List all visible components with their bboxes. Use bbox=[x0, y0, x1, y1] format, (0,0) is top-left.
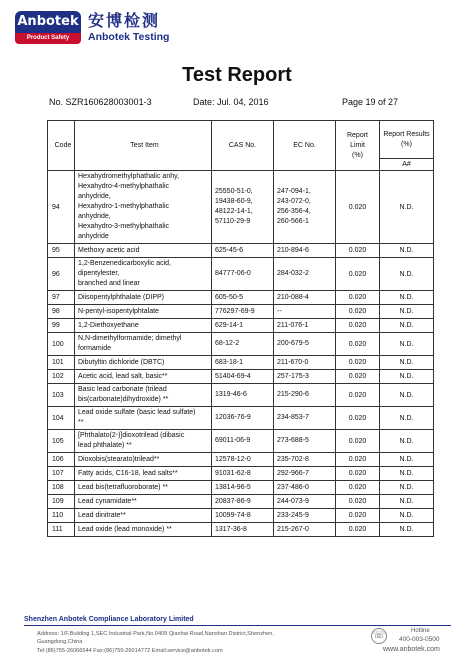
cell-test-item-line: anhydride, bbox=[78, 213, 111, 220]
cell-cas-no-line: 1319-46-6 bbox=[215, 391, 247, 398]
table-row bbox=[48, 171, 434, 244]
cell-cas-no-line: 69011-06-9 bbox=[215, 437, 251, 444]
cell-test-item-line: Diisopentylphthalate (DIPP) bbox=[78, 293, 164, 301]
cell-ec-no-line: 215-267-0 bbox=[277, 525, 309, 533]
cell-test-item-line: Lead bis(tetrafluoroborate) ** bbox=[78, 483, 168, 491]
footer-address-line-2: Guangdong,China bbox=[37, 639, 83, 645]
cell-cas-no bbox=[212, 495, 274, 509]
logo-subtitle: Product Safety bbox=[15, 33, 81, 44]
table-row bbox=[48, 495, 434, 509]
cell-test-item bbox=[75, 453, 212, 467]
cell-cas-no-line: 68-12-2 bbox=[215, 340, 240, 347]
cell-cas-no-line: 57110-29-9 bbox=[215, 218, 251, 225]
cell-test-item bbox=[75, 384, 212, 407]
cell-result: N.D. bbox=[380, 244, 434, 258]
cell-ec-no-line: 200-679-5 bbox=[277, 340, 309, 347]
cell-cas-no-line: 19438-60-9, bbox=[215, 198, 253, 205]
cell-cas-no bbox=[212, 430, 274, 453]
cell-code: 101 bbox=[48, 356, 75, 370]
cell-ec-no bbox=[274, 370, 336, 384]
brand-name-cn: 安博检测 bbox=[88, 11, 161, 30]
cell-ec-no-line: 247-094-1, bbox=[277, 188, 311, 195]
cell-ec-no bbox=[274, 258, 336, 291]
cell-cas-no-line: 13814-96-5 bbox=[215, 483, 251, 491]
cell-cas-no-line: 48122-14-1, bbox=[215, 208, 253, 215]
cell-limit: 0.020 bbox=[336, 453, 380, 467]
table-row bbox=[48, 509, 434, 523]
cell-cas-no bbox=[212, 467, 274, 481]
cell-ec-no-line: 244-073-9 bbox=[277, 497, 309, 505]
cell-test-item-line: [Phthalato(2-)]dioxotrilead (dibasic bbox=[78, 432, 185, 439]
cell-limit: 0.020 bbox=[336, 244, 380, 258]
cell-cas-no-line: 629-14-1 bbox=[215, 321, 244, 329]
cell-test-item bbox=[75, 305, 212, 319]
cell-cas-no-line: 84777-06-0 bbox=[215, 270, 251, 277]
anbotek-logo bbox=[15, 11, 81, 45]
cell-result: N.D. bbox=[380, 430, 434, 453]
header-code: Code bbox=[48, 121, 75, 171]
hotline-label: Hotline bbox=[411, 628, 430, 634]
header-report-limit bbox=[336, 121, 380, 171]
cell-code: 109 bbox=[48, 495, 75, 509]
table-row bbox=[48, 319, 434, 333]
cell-result: N.D. bbox=[380, 305, 434, 319]
cell-cas-no bbox=[212, 333, 274, 356]
cell-test-item bbox=[75, 171, 212, 244]
cell-cas-no bbox=[212, 523, 274, 537]
phone-icon: ☏ bbox=[371, 628, 387, 644]
cell-ec-no-line: 260-566-1 bbox=[277, 218, 309, 225]
header-results-line-1: Report Results bbox=[383, 130, 430, 138]
cell-limit: 0.020 bbox=[336, 356, 380, 370]
cell-result: N.D. bbox=[380, 370, 434, 384]
cell-cas-no bbox=[212, 258, 274, 291]
cell-result: N.D. bbox=[380, 467, 434, 481]
cell-ec-no-line: 256-356-4, bbox=[277, 208, 311, 215]
cell-cas-no bbox=[212, 370, 274, 384]
cell-limit: 0.020 bbox=[336, 523, 380, 537]
cell-ec-no bbox=[274, 430, 336, 453]
cell-test-item-line: ** bbox=[78, 419, 84, 426]
table-row bbox=[48, 467, 434, 481]
table-row bbox=[48, 407, 434, 430]
cell-ec-no-line: -- bbox=[277, 307, 282, 315]
cell-limit: 0.020 bbox=[336, 467, 380, 481]
cell-ec-no bbox=[274, 291, 336, 305]
footer-address-line-1: Address: 1/F,Building 1,SEC Industrial Park,No.0409 Qianhai Road,Nanshan District,Shenzhen, bbox=[37, 631, 274, 637]
cell-code: 106 bbox=[48, 453, 75, 467]
cell-test-item-line: N,N-dimethylformamide; dimethyl bbox=[78, 335, 182, 342]
table-header-row bbox=[48, 121, 434, 159]
cell-test-item bbox=[75, 430, 212, 453]
cell-limit: 0.020 bbox=[336, 258, 380, 291]
cell-code: 100 bbox=[48, 333, 75, 356]
footer-contact-line: Tel:(86)755-26066544 Fax:(86)755-26014772 Email:service@anbotek.com bbox=[37, 648, 223, 654]
cell-ec-no bbox=[274, 171, 336, 244]
cell-ec-no bbox=[274, 305, 336, 319]
table-row bbox=[48, 481, 434, 495]
cell-code: 110 bbox=[48, 509, 75, 523]
table-row bbox=[48, 453, 434, 467]
cell-test-item bbox=[75, 244, 212, 258]
cell-ec-no bbox=[274, 384, 336, 407]
cell-ec-no-line: 210-894-6 bbox=[277, 246, 309, 254]
cell-ec-no bbox=[274, 523, 336, 537]
hotline-block bbox=[371, 626, 441, 656]
cell-test-item bbox=[75, 291, 212, 305]
cell-test-item bbox=[75, 319, 212, 333]
cell-test-item-line: Hexahydromethylphathalic anhy, bbox=[78, 173, 180, 180]
cell-ec-no bbox=[274, 495, 336, 509]
cell-test-item-line: Lead oxide (lead monoxide) ** bbox=[78, 525, 172, 533]
table-row bbox=[48, 430, 434, 453]
cell-cas-no bbox=[212, 291, 274, 305]
brand-name-en: Anbotek Testing bbox=[88, 31, 170, 43]
cell-result: N.D. bbox=[380, 333, 434, 356]
cell-test-item bbox=[75, 467, 212, 481]
cell-test-item-line: Dibutyltin dichloride (DBTC) bbox=[78, 358, 165, 366]
cell-ec-no bbox=[274, 467, 336, 481]
cell-test-item-line: Hexahydro-3-methylphathalic bbox=[78, 223, 170, 230]
table-row bbox=[48, 291, 434, 305]
header-report-results bbox=[380, 121, 434, 159]
table-row bbox=[48, 370, 434, 384]
cell-ec-no-line: 292-966-7 bbox=[277, 469, 309, 477]
cell-limit: 0.020 bbox=[336, 305, 380, 319]
cell-cas-no bbox=[212, 384, 274, 407]
cell-ec-no bbox=[274, 481, 336, 495]
cell-test-item bbox=[75, 407, 212, 430]
cell-test-item-line: Hexahydro-4-methylphathalic bbox=[78, 183, 170, 190]
cell-ec-no-line: 233-245-9 bbox=[277, 511, 309, 519]
cell-test-item-line: lead phthalate) ** bbox=[78, 442, 132, 449]
header-test-item: Test Item bbox=[75, 121, 212, 171]
cell-ec-no bbox=[274, 453, 336, 467]
cell-cas-no-line: 605-50-5 bbox=[215, 293, 244, 301]
cell-cas-no-line: 91031-62-8 bbox=[215, 469, 251, 477]
cell-ec-no bbox=[274, 509, 336, 523]
cell-limit: 0.020 bbox=[336, 384, 380, 407]
cell-test-item-line: dipentylester, bbox=[78, 270, 120, 277]
cell-cas-no-line: 12578-12-0 bbox=[215, 455, 251, 463]
cell-ec-no-line: 234-853-7 bbox=[277, 414, 309, 421]
cell-result: N.D. bbox=[380, 495, 434, 509]
cell-ec-no-line: 215-290-6 bbox=[277, 391, 309, 398]
cell-ec-no-line: 211-076-1 bbox=[277, 321, 309, 329]
cell-test-item-line: Methoxy acetic acid bbox=[78, 246, 140, 254]
table-row bbox=[48, 333, 434, 356]
cell-limit: 0.020 bbox=[336, 171, 380, 244]
cell-code: 94 bbox=[48, 171, 75, 244]
report-date: Date: Jul. 04, 2016 bbox=[193, 97, 269, 107]
cell-result: N.D. bbox=[380, 171, 434, 244]
cell-ec-no bbox=[274, 333, 336, 356]
cell-code: 102 bbox=[48, 370, 75, 384]
cell-ec-no bbox=[274, 244, 336, 258]
cell-test-item-line: Fatty acids, C16-18, lead salts** bbox=[78, 469, 178, 477]
table-row bbox=[48, 523, 434, 537]
cell-cas-no bbox=[212, 319, 274, 333]
cell-test-item-line: Acetic acid, lead salt, basic** bbox=[78, 372, 168, 380]
cell-result: N.D. bbox=[380, 509, 434, 523]
header-limit-line-3: (%) bbox=[352, 151, 363, 159]
cell-code: 103 bbox=[48, 384, 75, 407]
cell-test-item bbox=[75, 356, 212, 370]
cell-cas-no-line: 25550-51-0, bbox=[215, 188, 253, 195]
cell-code: 97 bbox=[48, 291, 75, 305]
cell-result: N.D. bbox=[380, 523, 434, 537]
table-row bbox=[48, 384, 434, 407]
cell-code: 104 bbox=[48, 407, 75, 430]
cell-result: N.D. bbox=[380, 481, 434, 495]
table-row bbox=[48, 356, 434, 370]
brand-name bbox=[88, 12, 169, 44]
cell-test-item bbox=[75, 523, 212, 537]
cell-ec-no-line: 237-486-0 bbox=[277, 483, 309, 491]
cell-cas-no-line: 683-18-1 bbox=[215, 358, 244, 366]
cell-cas-no bbox=[212, 356, 274, 370]
cell-test-item bbox=[75, 481, 212, 495]
cell-test-item-line: Lead dinitrate** bbox=[78, 511, 126, 519]
footer-company-name: Shenzhen Anbotek Compliance Laboratory Limited bbox=[24, 616, 194, 623]
cell-ec-no bbox=[274, 356, 336, 370]
cell-cas-no-line: 10099-74-8 bbox=[215, 511, 251, 519]
cell-cas-no bbox=[212, 407, 274, 430]
cell-cas-no bbox=[212, 509, 274, 523]
cell-code: 105 bbox=[48, 430, 75, 453]
header-cas-no: CAS No. bbox=[212, 121, 274, 171]
cell-cas-no-line: 12036-76-9 bbox=[215, 414, 251, 421]
cell-result: N.D. bbox=[380, 258, 434, 291]
table-row bbox=[48, 258, 434, 291]
cell-test-item-line: 1,2-Benzenedicarboxylic acid, bbox=[78, 260, 171, 267]
cell-limit: 0.020 bbox=[336, 481, 380, 495]
cell-ec-no-line: 211-670-0 bbox=[277, 358, 309, 366]
cell-cas-no-line: 1317-36-8 bbox=[215, 525, 247, 533]
cell-ec-no-line: 257-175-3 bbox=[277, 372, 309, 380]
page-number: Page 19 of 27 bbox=[342, 97, 399, 107]
cell-test-item-line: bis(carbonate)dihydroxide) ** bbox=[78, 396, 169, 403]
cell-test-item bbox=[75, 509, 212, 523]
cell-code: 111 bbox=[48, 523, 75, 537]
cell-test-item bbox=[75, 333, 212, 356]
cell-test-item bbox=[75, 258, 212, 291]
cell-test-item-line: N-pentyl-isopentylphtalate bbox=[78, 307, 159, 315]
cell-code: 96 bbox=[48, 258, 75, 291]
cell-limit: 0.020 bbox=[336, 430, 380, 453]
cell-cas-no-line: 625-45-6 bbox=[215, 246, 244, 254]
cell-ec-no bbox=[274, 407, 336, 430]
cell-test-item-line: branched and linear bbox=[78, 280, 140, 287]
cell-code: 98 bbox=[48, 305, 75, 319]
header-results-line-2: (%) bbox=[401, 140, 412, 148]
cell-test-item-line: Lead cynamidate** bbox=[78, 497, 137, 505]
cell-cas-no bbox=[212, 481, 274, 495]
cell-test-item bbox=[75, 370, 212, 384]
cell-test-item-line: Lead oxide sulfate (basic lead sulfate) bbox=[78, 409, 196, 416]
cell-test-item-line: Hexahydro-1-methylphathalic bbox=[78, 203, 170, 210]
cell-test-item-line: 1,2-Diethoxyethane bbox=[78, 321, 139, 329]
header-ec-no: EC No. bbox=[274, 121, 336, 171]
cell-cas-no-line: 51404-69-4 bbox=[215, 372, 251, 380]
cell-limit: 0.020 bbox=[336, 333, 380, 356]
cell-cas-no-line: 20837-86-9 bbox=[215, 497, 251, 505]
cell-limit: 0.020 bbox=[336, 509, 380, 523]
cell-limit: 0.020 bbox=[336, 495, 380, 509]
cell-test-item-line: Dioxobis(stearato)trilead** bbox=[78, 455, 160, 463]
cell-limit: 0.020 bbox=[336, 370, 380, 384]
cell-ec-no-line: 284-032-2 bbox=[277, 270, 309, 277]
cell-test-item bbox=[75, 495, 212, 509]
cell-cas-no-line: 776297-69-9 bbox=[215, 307, 255, 315]
cell-result: N.D. bbox=[380, 319, 434, 333]
cell-ec-no bbox=[274, 319, 336, 333]
table-row bbox=[48, 244, 434, 258]
cell-cas-no bbox=[212, 305, 274, 319]
cell-limit: 0.020 bbox=[336, 407, 380, 430]
header-sample-id: A# bbox=[380, 159, 434, 171]
cell-code: 95 bbox=[48, 244, 75, 258]
cell-result: N.D. bbox=[380, 453, 434, 467]
header-limit-line-2: Limit bbox=[350, 141, 365, 149]
cell-test-item-line: anhydride bbox=[78, 233, 109, 240]
cell-limit: 0.020 bbox=[336, 291, 380, 305]
cell-ec-no-line: 210-088-4 bbox=[277, 293, 309, 301]
cell-result: N.D. bbox=[380, 356, 434, 370]
cell-result: N.D. bbox=[380, 384, 434, 407]
header-limit-line-1: Report bbox=[346, 131, 368, 139]
cell-test-item-line: formamide bbox=[78, 345, 112, 352]
cell-result: N.D. bbox=[380, 291, 434, 305]
cell-cas-no bbox=[212, 244, 274, 258]
cell-code: 107 bbox=[48, 467, 75, 481]
table-row bbox=[48, 305, 434, 319]
cell-ec-no-line: 243-072-0, bbox=[277, 198, 311, 205]
page-title: Test Report bbox=[182, 64, 292, 86]
cell-test-item-line: anhydride, bbox=[78, 193, 111, 200]
cell-cas-no bbox=[212, 171, 274, 244]
footer-website: www.anbotek.com bbox=[383, 646, 440, 653]
cell-cas-no bbox=[212, 453, 274, 467]
hotline-number: 400-003-0500 bbox=[399, 636, 440, 643]
logo-text: Anbotek bbox=[15, 11, 81, 33]
cell-ec-no-line: 235-702-8 bbox=[277, 455, 309, 463]
cell-code: 99 bbox=[48, 319, 75, 333]
cell-ec-no-line: 273-688-5 bbox=[277, 437, 309, 444]
cell-code: 108 bbox=[48, 481, 75, 495]
table-body bbox=[48, 171, 434, 537]
footer bbox=[24, 616, 451, 623]
cell-limit: 0.020 bbox=[336, 319, 380, 333]
cell-test-item-line: Basic lead carbonate (trilead bbox=[78, 386, 167, 393]
report-number: No. SZR160628003001-3 bbox=[49, 97, 152, 107]
results-table bbox=[47, 120, 434, 537]
cell-result: N.D. bbox=[380, 407, 434, 430]
